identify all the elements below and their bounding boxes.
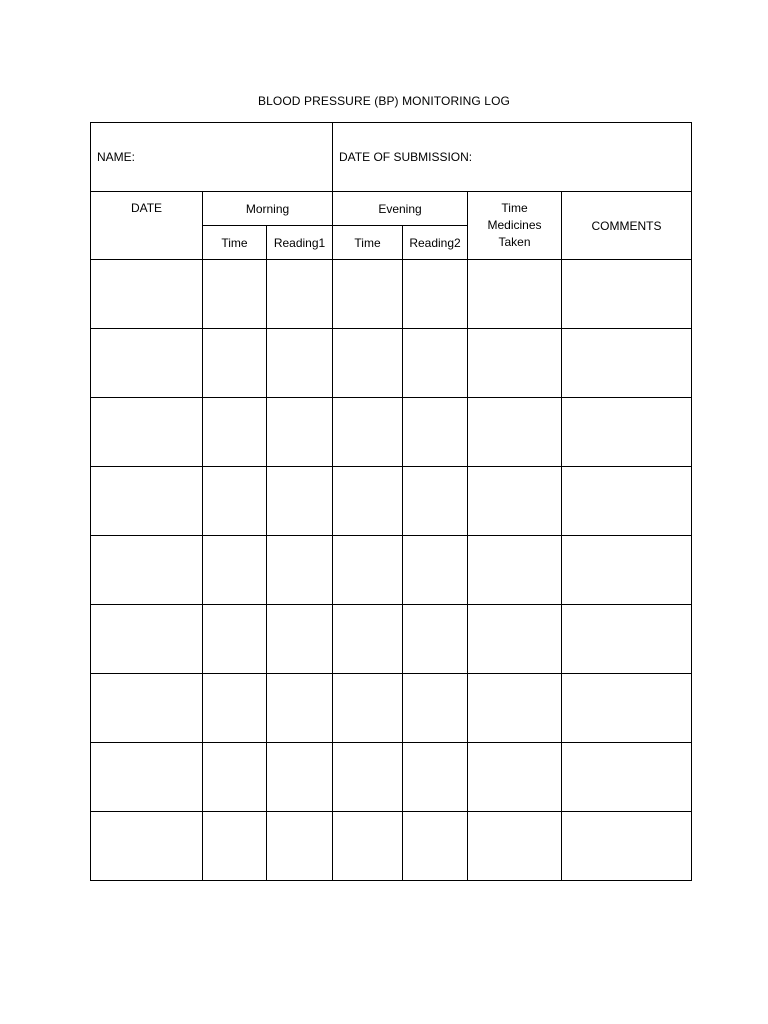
table-row — [91, 743, 692, 812]
evening-time-cell[interactable] — [333, 398, 403, 467]
medicine-time-cell[interactable] — [468, 605, 562, 674]
evening-time-cell[interactable] — [333, 467, 403, 536]
table-row — [91, 467, 692, 536]
table-row — [91, 812, 692, 881]
date-cell[interactable] — [91, 743, 203, 812]
morning-time-cell[interactable] — [203, 398, 267, 467]
morning-time-cell[interactable] — [203, 329, 267, 398]
header-time-medicines-taken — [468, 192, 562, 260]
header-morning-time: Time — [203, 226, 267, 260]
date-cell[interactable] — [91, 329, 203, 398]
table-row — [91, 674, 692, 743]
date-cell[interactable] — [91, 398, 203, 467]
comments-cell[interactable] — [562, 329, 692, 398]
evening-time-cell[interactable] — [333, 536, 403, 605]
header-medicine-line-3: Taken — [498, 235, 531, 249]
evening-reading-cell[interactable] — [403, 329, 468, 398]
comments-cell[interactable] — [562, 398, 692, 467]
header-evening-time: Time — [333, 226, 403, 260]
info-row — [91, 123, 692, 192]
evening-time-cell[interactable] — [333, 674, 403, 743]
name-field[interactable] — [91, 123, 333, 192]
morning-time-cell[interactable] — [203, 260, 267, 329]
evening-reading-cell[interactable] — [403, 467, 468, 536]
medicine-time-cell[interactable] — [468, 674, 562, 743]
morning-reading-cell[interactable] — [267, 329, 333, 398]
comments-cell[interactable] — [562, 260, 692, 329]
comments-cell[interactable] — [562, 743, 692, 812]
header-date: DATE — [91, 192, 203, 260]
header-morning-reading: Reading1 — [267, 226, 333, 260]
morning-time-cell[interactable] — [203, 674, 267, 743]
morning-reading-cell[interactable] — [267, 674, 333, 743]
header-medicine-line-2: Medicines — [487, 218, 542, 232]
evening-reading-cell[interactable] — [403, 743, 468, 812]
morning-time-cell[interactable] — [203, 536, 267, 605]
date-cell[interactable] — [91, 536, 203, 605]
date-cell[interactable] — [91, 467, 203, 536]
morning-reading-cell[interactable] — [267, 467, 333, 536]
header-row-1 — [91, 192, 692, 226]
header-morning: Morning — [203, 192, 333, 226]
evening-reading-cell[interactable] — [403, 674, 468, 743]
table-row — [91, 260, 692, 329]
table-row — [91, 398, 692, 467]
evening-time-cell[interactable] — [333, 743, 403, 812]
medicine-time-cell[interactable] — [468, 260, 562, 329]
medicine-time-cell[interactable] — [468, 398, 562, 467]
date-cell[interactable] — [91, 674, 203, 743]
morning-reading-cell[interactable] — [267, 260, 333, 329]
medicine-time-cell[interactable] — [468, 467, 562, 536]
medicine-time-cell[interactable] — [468, 536, 562, 605]
evening-time-cell[interactable] — [333, 329, 403, 398]
comments-cell[interactable] — [562, 674, 692, 743]
submission-date-label: DATE OF SUBMISSION: — [339, 150, 473, 164]
submission-date-field[interactable] — [333, 123, 692, 192]
evening-reading-cell[interactable] — [403, 260, 468, 329]
morning-time-cell[interactable] — [203, 605, 267, 674]
morning-time-cell[interactable] — [203, 743, 267, 812]
medicine-time-cell[interactable] — [468, 743, 562, 812]
morning-reading-cell[interactable] — [267, 398, 333, 467]
evening-time-cell[interactable] — [333, 605, 403, 674]
name-label: NAME: — [97, 150, 136, 164]
comments-cell[interactable] — [562, 605, 692, 674]
evening-time-cell[interactable] — [333, 260, 403, 329]
date-cell[interactable] — [91, 260, 203, 329]
evening-time-cell[interactable] — [333, 812, 403, 881]
header-evening: Evening — [333, 192, 468, 226]
header-evening-reading: Reading2 — [403, 226, 468, 260]
page-title: BLOOD PRESSURE (BP) MONITORING LOG — [258, 94, 510, 108]
comments-cell[interactable] — [562, 467, 692, 536]
morning-reading-cell[interactable] — [267, 605, 333, 674]
table-row — [91, 536, 692, 605]
medicine-time-cell[interactable] — [468, 329, 562, 398]
morning-time-cell[interactable] — [203, 812, 267, 881]
morning-reading-cell[interactable] — [267, 812, 333, 881]
morning-time-cell[interactable] — [203, 467, 267, 536]
bp-log-table — [90, 122, 692, 881]
evening-reading-cell[interactable] — [403, 536, 468, 605]
header-comments: COMMENTS — [562, 192, 692, 260]
date-cell[interactable] — [91, 605, 203, 674]
table-row — [91, 329, 692, 398]
morning-reading-cell[interactable] — [267, 536, 333, 605]
date-cell[interactable] — [91, 812, 203, 881]
evening-reading-cell[interactable] — [403, 812, 468, 881]
evening-reading-cell[interactable] — [403, 398, 468, 467]
morning-reading-cell[interactable] — [267, 743, 333, 812]
comments-cell[interactable] — [562, 812, 692, 881]
comments-cell[interactable] — [562, 536, 692, 605]
header-medicine-line-1: Time — [501, 201, 528, 215]
medicine-time-cell[interactable] — [468, 812, 562, 881]
evening-reading-cell[interactable] — [403, 605, 468, 674]
table-row — [91, 605, 692, 674]
